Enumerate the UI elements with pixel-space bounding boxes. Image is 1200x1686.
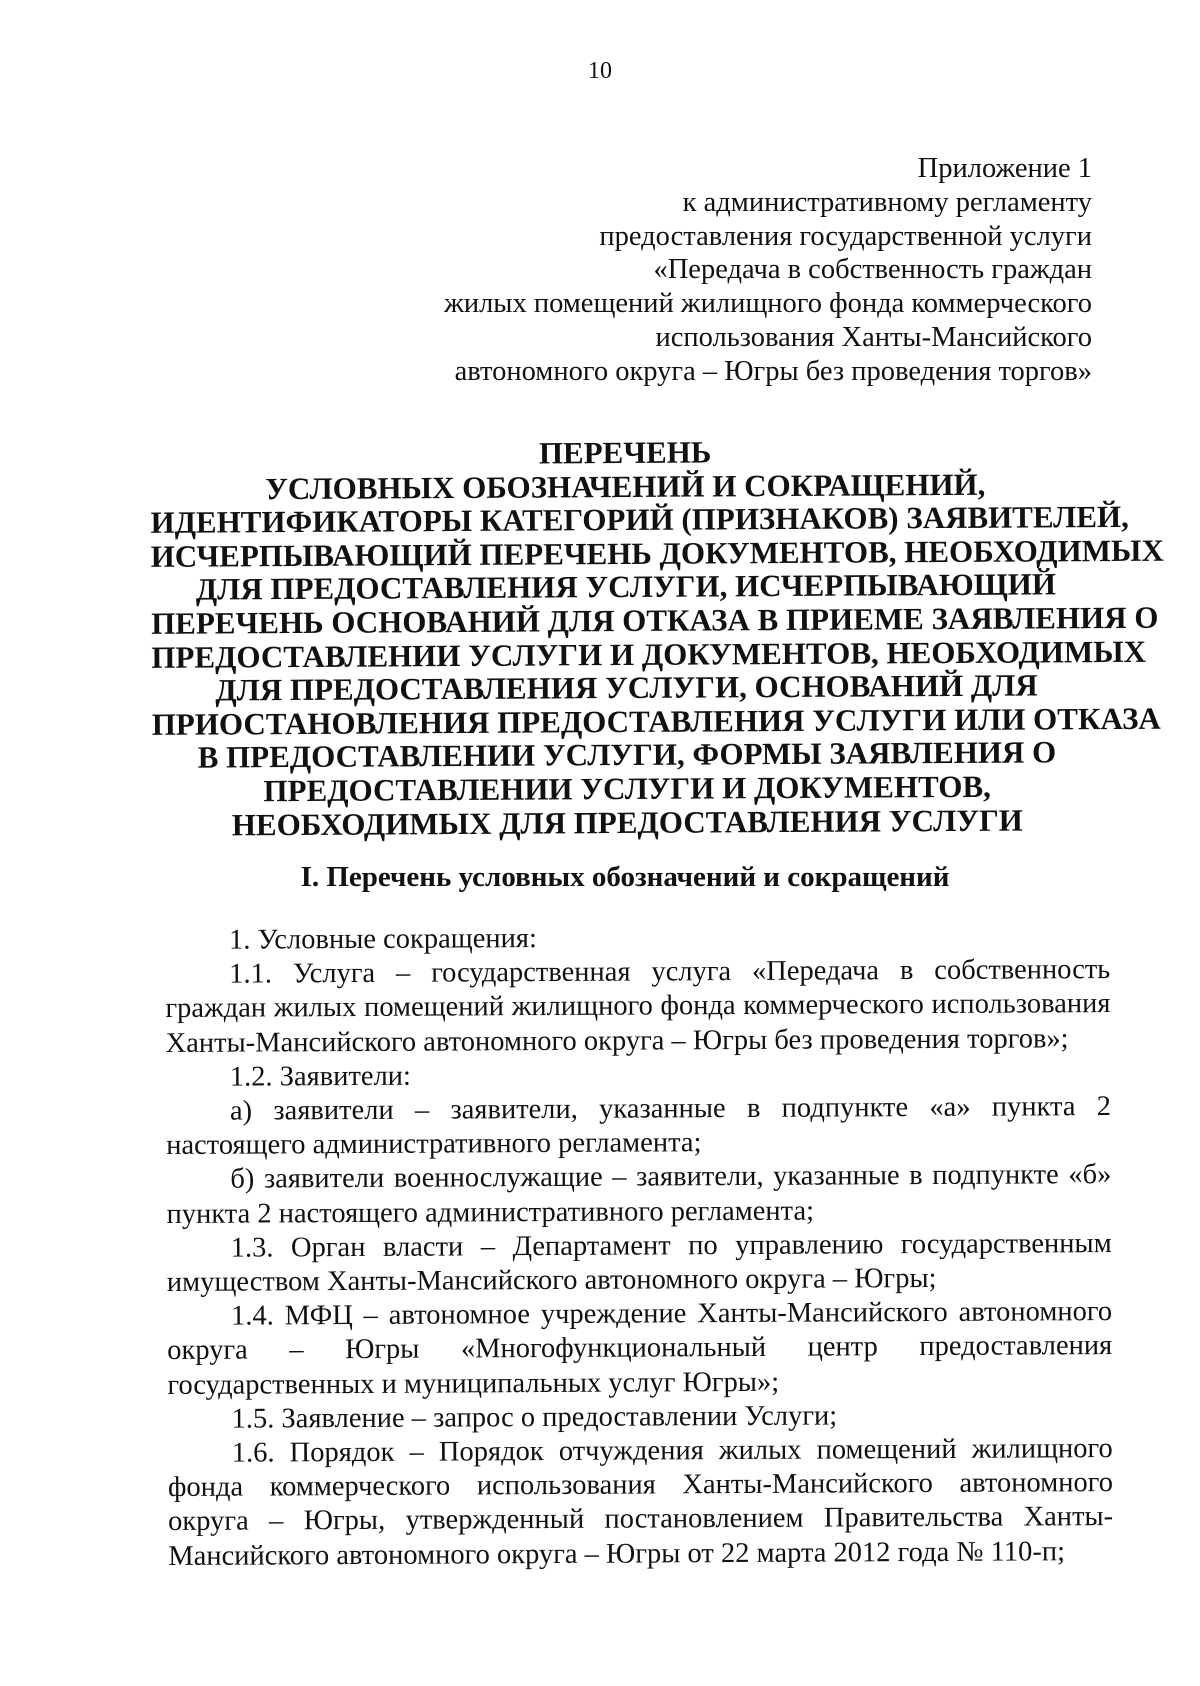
body-line: 1.2. Заявители: — [229, 1060, 412, 1093]
document-title — [150, 433, 1164, 842]
appendix-line: «Передача в собственность граждан — [653, 254, 1092, 286]
title-line: ПЕРЕЧЕНЬ — [538, 434, 712, 471]
appendix-line: автономного округа – Югры без проведения торгов» — [454, 355, 1092, 387]
body-line: 1.4. МФЦ – автономное учреждение Ханты-Мансийского автономного — [230, 1296, 1113, 1332]
title-line: УСЛОВНЫХ ОБОЗНАЧЕНИЙ И СОКРАЩЕНИЙ, — [265, 466, 986, 506]
body-line: Ханты-Мансийского автономного округа – Югры без проведения торгов»; — [165, 1022, 1069, 1059]
body-line: настоящего административного регламента; — [166, 1127, 702, 1162]
body-line: имуществом Ханты-Мансийского автономного округа – Югры; — [166, 1262, 937, 1299]
title-line: ДЛЯ ПРЕДОСТАВЛЕНИЯ УСЛУГИ, ОСНОВАНИЙ ДЛЯ — [215, 667, 1038, 708]
title-line: НЕОБХОДИМЫХ ДЛЯ ПРЕДОСТАВЛЕНИЯ УСЛУГИ — [231, 802, 1023, 842]
body-line: пункта 2 настоящего административного регламента; — [166, 1195, 815, 1230]
body-line: 1.1. Услуга – государственная услуга «Передача в собственность — [229, 954, 1111, 990]
appendix-line: предоставления государственной услуги — [599, 220, 1092, 252]
appendix-line: к административному регламенту — [682, 186, 1092, 218]
body-line: 1. Условные сокращения: — [229, 923, 537, 956]
page-number: 10 — [588, 58, 612, 84]
body-text — [165, 919, 1113, 1574]
body-line: 1.6. Порядок – Порядок отчуждения жилых помещений жилищного — [231, 1433, 1113, 1469]
body-line: Мансийского автономного округа – Югры от 22 марта 2012 года № 110-п; — [168, 1535, 1066, 1572]
title-line: ИСЧЕРПЫВАЮЩИЙ ПЕРЕЧЕНЬ ДОКУМЕНТОВ, НЕОБХОДИМЫХ — [150, 532, 1164, 574]
body-line: государственных и муниципальных услуг Югры»; — [167, 1366, 780, 1401]
appendix-block — [332, 152, 1092, 389]
appendix-line: жилых помещений жилищного фонда коммерческого — [444, 288, 1092, 320]
title-line: ДЛЯ ПРЕДОСТАВЛЕНИЯ УСЛУГИ, ИСЧЕРПЫВАЮЩИЙ — [195, 566, 1057, 607]
appendix-line: Приложение 1 — [917, 153, 1092, 184]
body-line: а) заявители – заявители, указанные в подпункте «а» пункта 2 — [229, 1091, 1112, 1127]
body-line: б) заявители военнослужащие – заявители, указанные в подпункте «б» — [230, 1159, 1112, 1196]
body-line: фонда коммерческого использования Ханты-Мансийского автономного — [167, 1467, 1114, 1504]
section-heading: I. Перечень условных обозначений и сокращений — [300, 861, 950, 893]
body-line: округа – Югры, утвержденный постановлением Правительства Ханты- — [168, 1501, 1114, 1538]
title-line: ПРЕДОСТАВЛЕНИИ УСЛУГИ И ДОКУМЕНТОВ, — [263, 768, 991, 809]
body-line: граждан жилых помещений жилищного фонда коммерческого использования — [165, 988, 1111, 1025]
title-line: В ПРЕДОСТАВЛЕНИИ УСЛУГИ, ФОРМЫ ЗАЯВЛЕНИЯ О — [197, 734, 1057, 775]
appendix-line: использования Ханты-Мансийского — [655, 321, 1092, 353]
body-line: 1.3. Орган власти – Департамент по управлению государственным — [230, 1227, 1112, 1264]
title-line: ИДЕНТИФИКАТОРЫ КАТЕГОРИЙ (ПРИЗНАКОВ) ЗАЯВИТЕЛЕЙ, — [150, 499, 1129, 541]
body-line: 1.5. Заявление – запрос о предоставлении Услуги; — [231, 1400, 838, 1435]
body-line: округа – Югры «Многофункциональный центр предоставления — [167, 1330, 1113, 1367]
title-line: ПЕРЕЧЕНЬ ОСНОВАНИЙ ДЛЯ ОТКАЗА В ПРИЕМЕ ЗАЯВЛЕНИЯ О — [151, 599, 1159, 641]
title-line: ПРИОСТАНОВЛЕНИЯ ПРЕДОСТАВЛЕНИЯ УСЛУГИ ИЛИ ОТКАЗА — [151, 700, 1161, 742]
title-line: ПРЕДОСТАВЛЕНИИ УСЛУГИ И ДОКУМЕНТОВ, НЕОБХОДИМЫХ — [151, 633, 1147, 675]
